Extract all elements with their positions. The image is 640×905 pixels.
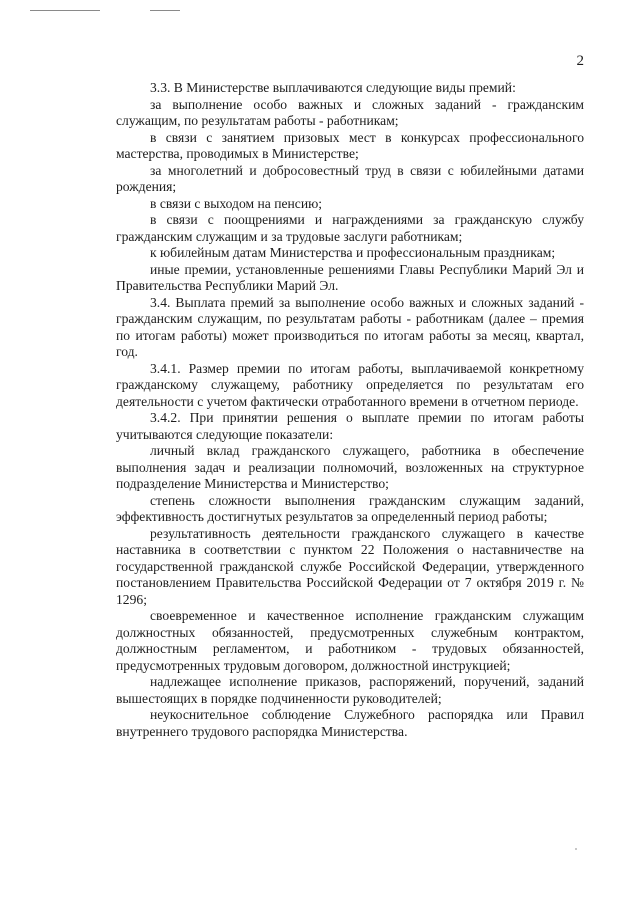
scan-edge-mark-left	[30, 10, 100, 11]
paragraph-3-4-1: 3.4.1. Размер премии по итогам работы, выплачиваемой конкретному гражданскому служащему, работнику определяется по результатам его деятельности с учетом фактически отработанного времени в отчетном периоде.	[116, 360, 584, 409]
paragraph-3-3-heading: 3.3. В Министерстве выплачиваются следующие виды премий:	[150, 80, 516, 95]
scan-edge-mark-right	[150, 10, 180, 11]
paragraph-bonus-ministry-anniversaries: к юбилейным датам Министерства и профессиональным праздникам;	[150, 245, 556, 260]
page-number: 2	[576, 53, 584, 69]
paragraph-indicator-discipline: неукоснительное соблюдение Служебного распорядка или Правил внутреннего трудового распорядка Министерства.	[116, 707, 584, 739]
paragraph-indicator-complexity: степень сложности выполнения гражданским служащим заданий, эффективность достигнутых результатов за определенный период работы;	[116, 492, 584, 524]
paragraph-indicator-orders-execution: надлежащее исполнение приказов, распоряжений, поручений, заданий вышестоящих в порядке подчиненности руководителей;	[116, 674, 584, 706]
paragraph-3-4-2: 3.4.2. При принятии решения о выплате премии по итогам работы учитываются следующие показатели:	[116, 410, 584, 442]
paragraph-bonus-contests: в связи с занятием призовых мест в конкурсах профессионального мастерства, проводимых в Министерстве;	[116, 129, 584, 161]
scan-speck	[575, 848, 577, 850]
paragraph-bonus-retirement: в связи с выходом на пенсию;	[150, 195, 323, 211]
paragraph-bonus-special-tasks: за выполнение особо важных и сложных заданий - гражданским служащим, по результатам работы - работникам;	[116, 96, 584, 128]
paragraph-3-4: 3.4. Выплата премий за выполнение особо важных и сложных заданий - гражданским служащим, по результатам работы - работникам (далее – премия по итогам работы) может производиться по итогам работы за месяц, квартал, год.	[116, 294, 584, 359]
paragraph-indicator-timely-performance: своевременное и качественное исполнение гражданским служащим должностных обязанностей, предусмотренных служебным контрактом, должностным регламентом, и работником - трудовых обязанностей, предусмотренных трудовым договором, должностной инструкцией;	[116, 608, 584, 673]
paragraph-bonus-awards: в связи с поощрениями и награждениями за гражданскую службу гражданским служащим и за трудовые заслуги работникам;	[116, 212, 584, 244]
paragraph-bonus-anniversary-birthdays: за многолетний и добросовестный труд в связи с юбилейными датами рождения;	[116, 162, 584, 194]
paragraph-bonus-other: иные премии, установленные решениями Главы Республики Марий Эл и Правительства Республики Марий Эл.	[116, 261, 584, 293]
paragraph-indicator-mentoring: результативность деятельности гражданского служащего в качестве наставника в соответствии с пунктом 22 Положения о наставничестве на государственной гражданской службе Российской Федерации, утвержденного постановлением Правительства Российской Федерации от 7 октября 2019 г. № 1296;	[116, 525, 584, 607]
paragraph-indicator-personal-contribution: личный вклад гражданского служащего, работника в обеспечение выполнения задач и реализации полномочий, возложенных на структурное подразделение Министерства и Министерство;	[116, 443, 584, 491]
document-body	[116, 80, 584, 740]
